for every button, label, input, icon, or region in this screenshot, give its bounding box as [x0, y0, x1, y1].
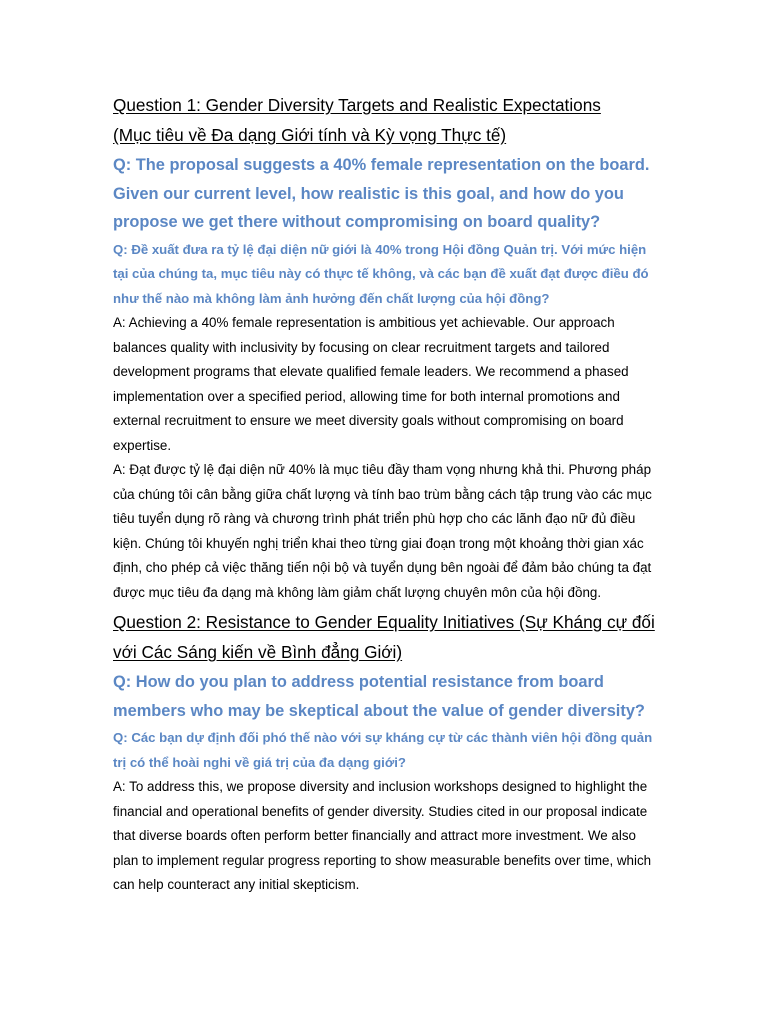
question-2-heading: Question 2: Resistance to Gender Equality Initiatives (Sự Kháng cự đối với Các Sáng kiến về Bình đẳng Giới) [113, 612, 655, 662]
question-1-answer-en: A: Achieving a 40% female representation is ambitious yet achievable. Our approach balances quality with inclusivity by focusing on clear recruitment targets and tailored development programs that elevate qualified female leaders. We recommend a phased implementation over a specified period, allowing time for both internal promotions and external recruitment to ensure we meet diversity goals without compromising on board expertise. [113, 315, 629, 453]
question-2-prompt-en: Q: How do you plan to address potential resistance from board members who may be skeptical about the value of gender diversity? [113, 673, 645, 720]
question-1-section [113, 90, 658, 605]
question-1-heading-vi: (Mục tiêu về Đa dạng Giới tính và Kỳ vọng Thực tế) [113, 125, 507, 145]
question-1-prompt-vi: Q: Đề xuất đưa ra tỷ lệ đại diện nữ giới là 40% trong Hội đồng Quản trị. Với mức hiện tại của chúng ta, mục tiêu này có thực tế không, và các bạn đề xuất đạt được điều đó như thế nào mà không làm ảnh hưởng đến chất lượng của hội đồng? [113, 241, 649, 306]
question-2-answer-en: A: To address this, we propose diversity and inclusion workshops designed to highlight the financial and operational benefits of gender diversity. Studies cited in our proposal indicate that diverse boards often perform better financially and attract more investment. We also plan to implement regular progress reporting to show measurable benefits over time, which can help counteract any initial skepticism. [113, 779, 652, 892]
question-1-prompt-en: Q: The proposal suggests a 40% female representation on the board. Given our current level, how realistic is this goal, and how do you propose we get there without compromising on board quality? [113, 156, 650, 231]
question-2-prompt-vi: Q: Các bạn dự định đối phó thế nào với sự kháng cự từ các thành viên hội đồng quản trị có thể hoài nghi về giá trị của đa dạng giới? [113, 730, 653, 770]
document-page [113, 90, 658, 898]
question-2-section [113, 607, 658, 898]
question-1-answer-vi: A: Đạt được tỷ lệ đại diện nữ 40% là mục tiêu đầy tham vọng nhưng khả thi. Phương pháp của chúng tôi cân bằng giữa chất lượng và tính bao trùm bằng cách tập trung vào các mục tiêu tuyển dụng rõ ràng và chương trình phát triển phù hợp cho các lãnh đạo nữ đủ điều kiện. Chúng tôi khuyến nghị triển khai theo từng giai đoạn trong một khoảng thời gian xác định, cho phép cả việc thăng tiến nội bộ và tuyển dụng bên ngoài để đảm bảo chúng ta đạt được mục tiêu đa dạng mà không làm giảm chất lượng chuyên môn của hội đồng. [113, 462, 652, 600]
question-1-heading: Question 1: Gender Diversity Targets and Realistic Expectations [113, 95, 601, 115]
